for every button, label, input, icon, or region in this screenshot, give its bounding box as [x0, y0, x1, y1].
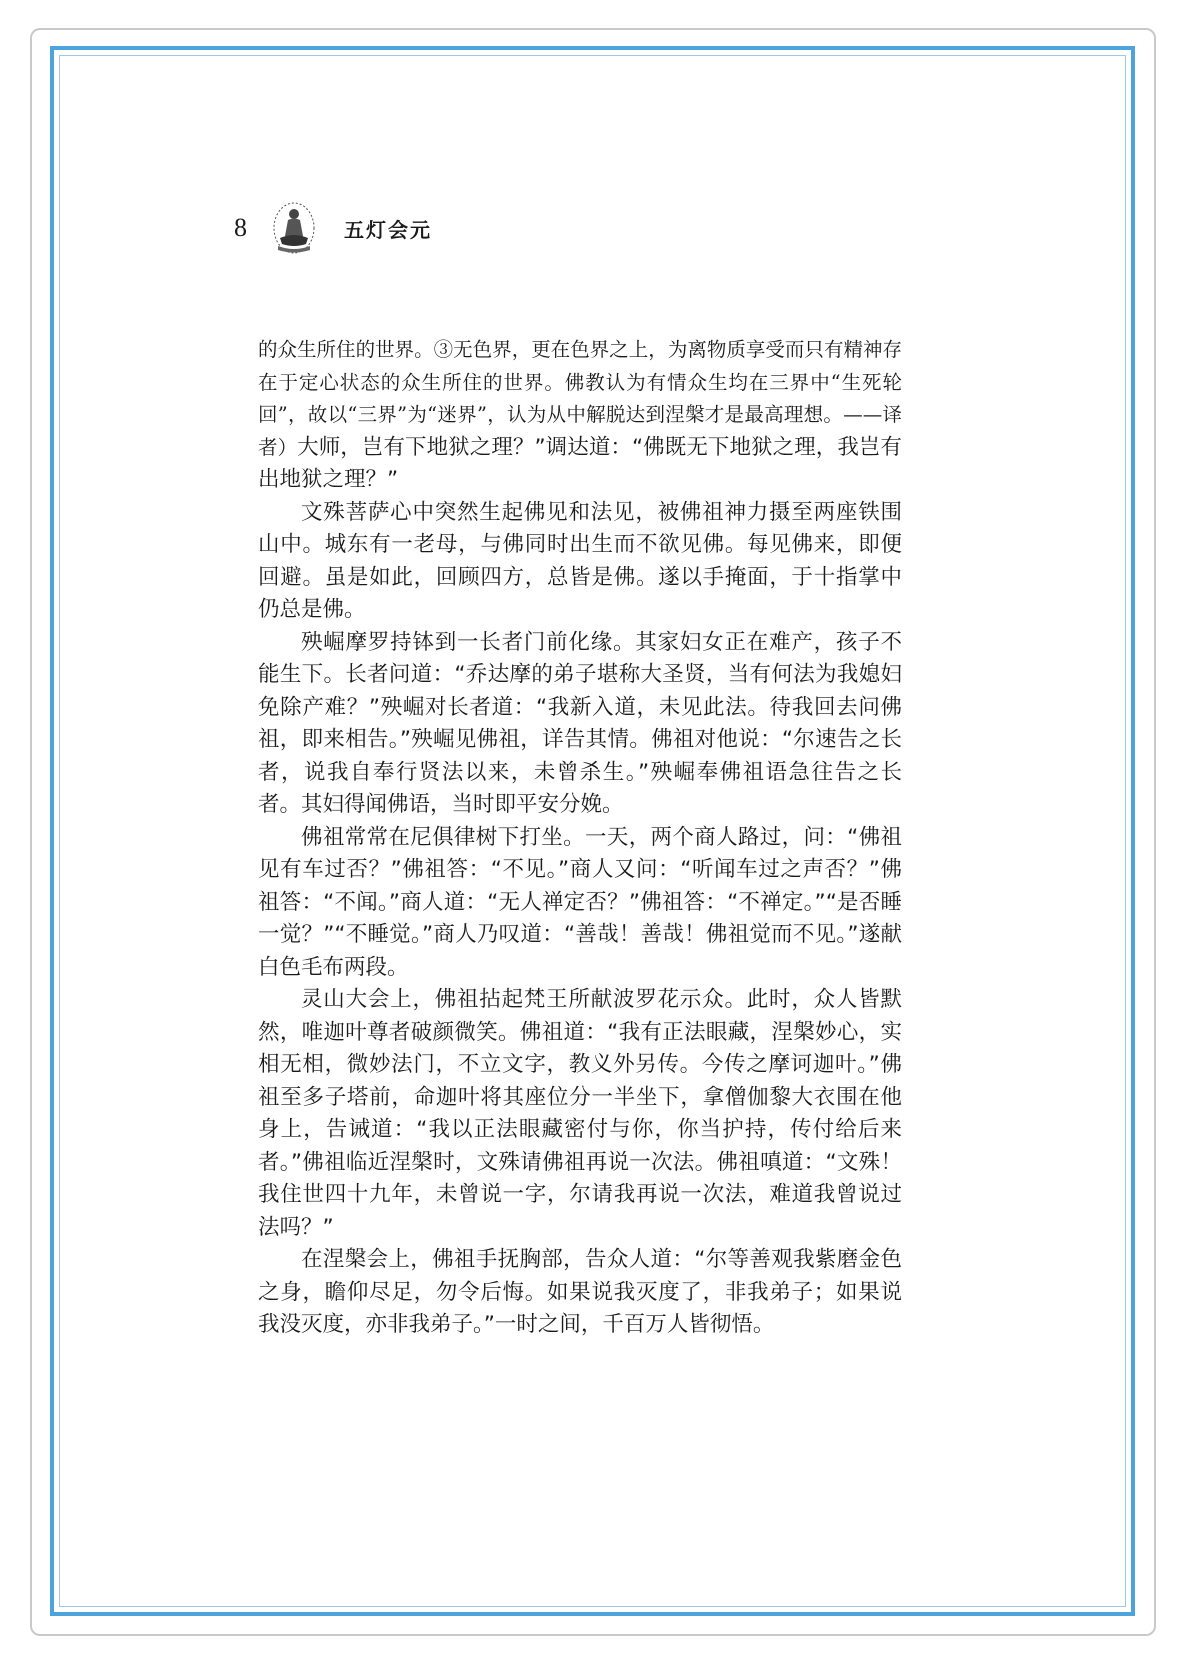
main-text — [258, 334, 902, 1342]
paragraph-text: 大师，岂有下地狱之理？”调达道：“佛既无下地狱之理，我岂有出地狱之理？” — [258, 434, 902, 492]
paragraph: 文殊菩萨心中突然生起佛见和法见，被佛祖神力摄至两座铁围山中。城东有一老母，与佛同时出生而不欲见佛。每见佛来，即便回避。虽是如此，回顾四方，总皆是佛。遂以手掩面，于十指掌中仍总是佛。 — [258, 499, 902, 622]
running-title: 五灯会元 — [344, 217, 432, 242]
page-number: 8 — [234, 213, 247, 242]
paragraph: 佛祖常常在尼俱律树下打坐。一天，两个商人路过，问：“佛祖见有车过否？”佛祖答：“不见。”商人又问：“听闻车过之声否？”佛祖答：“不闻。”商人道：“无人禅定否？”佛祖答：“不禅定。”“是否睡一觉？”“不睡觉。”商人乃叹道：“善哉！善哉！佛祖觉而不见。”遂献白色毛布两段。 — [258, 824, 902, 980]
translator-note: 的众生所住的世界。③无色界，更在色界之上，为离物质享受而只有精神存在于定心状态的众生所住的世界。佛教认为有情众生均在三界中“生死轮回”，故以“三界”为“迷界”，认为从中解脱达到涅槃才是最高理想。——译者） — [258, 338, 902, 459]
paragraph — [258, 334, 902, 497]
running-header — [234, 198, 432, 258]
paragraph: 殃崛摩罗持钵到一长者门前化缘。其家妇女正在难产，孩子不能生下。长者问道：“乔达摩的弟子堪称大圣贤，当有何法为我媳妇免除产难？”殃崛对长者道：“我新入道，未见此法。待我回去问佛祖，即来相告。”殃崛见佛祖，详告其情。佛祖对他说：“尔速告之长者，说我自奉行贤法以来，未曾杀生。”殃崛奉佛祖语急往告之长者。其妇得闻佛语，当时即平安分娩。 — [258, 629, 902, 817]
paragraph: 灵山大会上，佛祖拈起梵王所献波罗花示众。此时，众人皆默然，唯迦叶尊者破颜微笑。佛祖道：“我有正法眼藏，涅槃妙心，实相无相，微妙法门，不立文字，教义外另传。今传之摩诃迦叶。”佛祖至多子塔前，命迦叶将其座位分一半坐下，拿僧伽黎大衣围在他身上，告诫道：“我以正法眼藏密付与你，你当护持，传付给后来者。”佛祖临近涅槃时，文殊请佛祖再说一次法。佛祖嗔道：“文殊！我住世四十九年，未曾说一字，尔请我再说一次法，难道我曾说过法吗？” — [258, 987, 902, 1240]
paragraph: 在涅槃会上，佛祖手抚胸部，告众人道：“尔等善观我紫磨金色之身，瞻仰尽足，勿令后悔。如果说我灭度了，非我弟子；如果说我没灭度，亦非我弟子。”一时之间，千百万人皆彻悟。 — [258, 1247, 902, 1337]
buddha-icon — [270, 200, 318, 256]
